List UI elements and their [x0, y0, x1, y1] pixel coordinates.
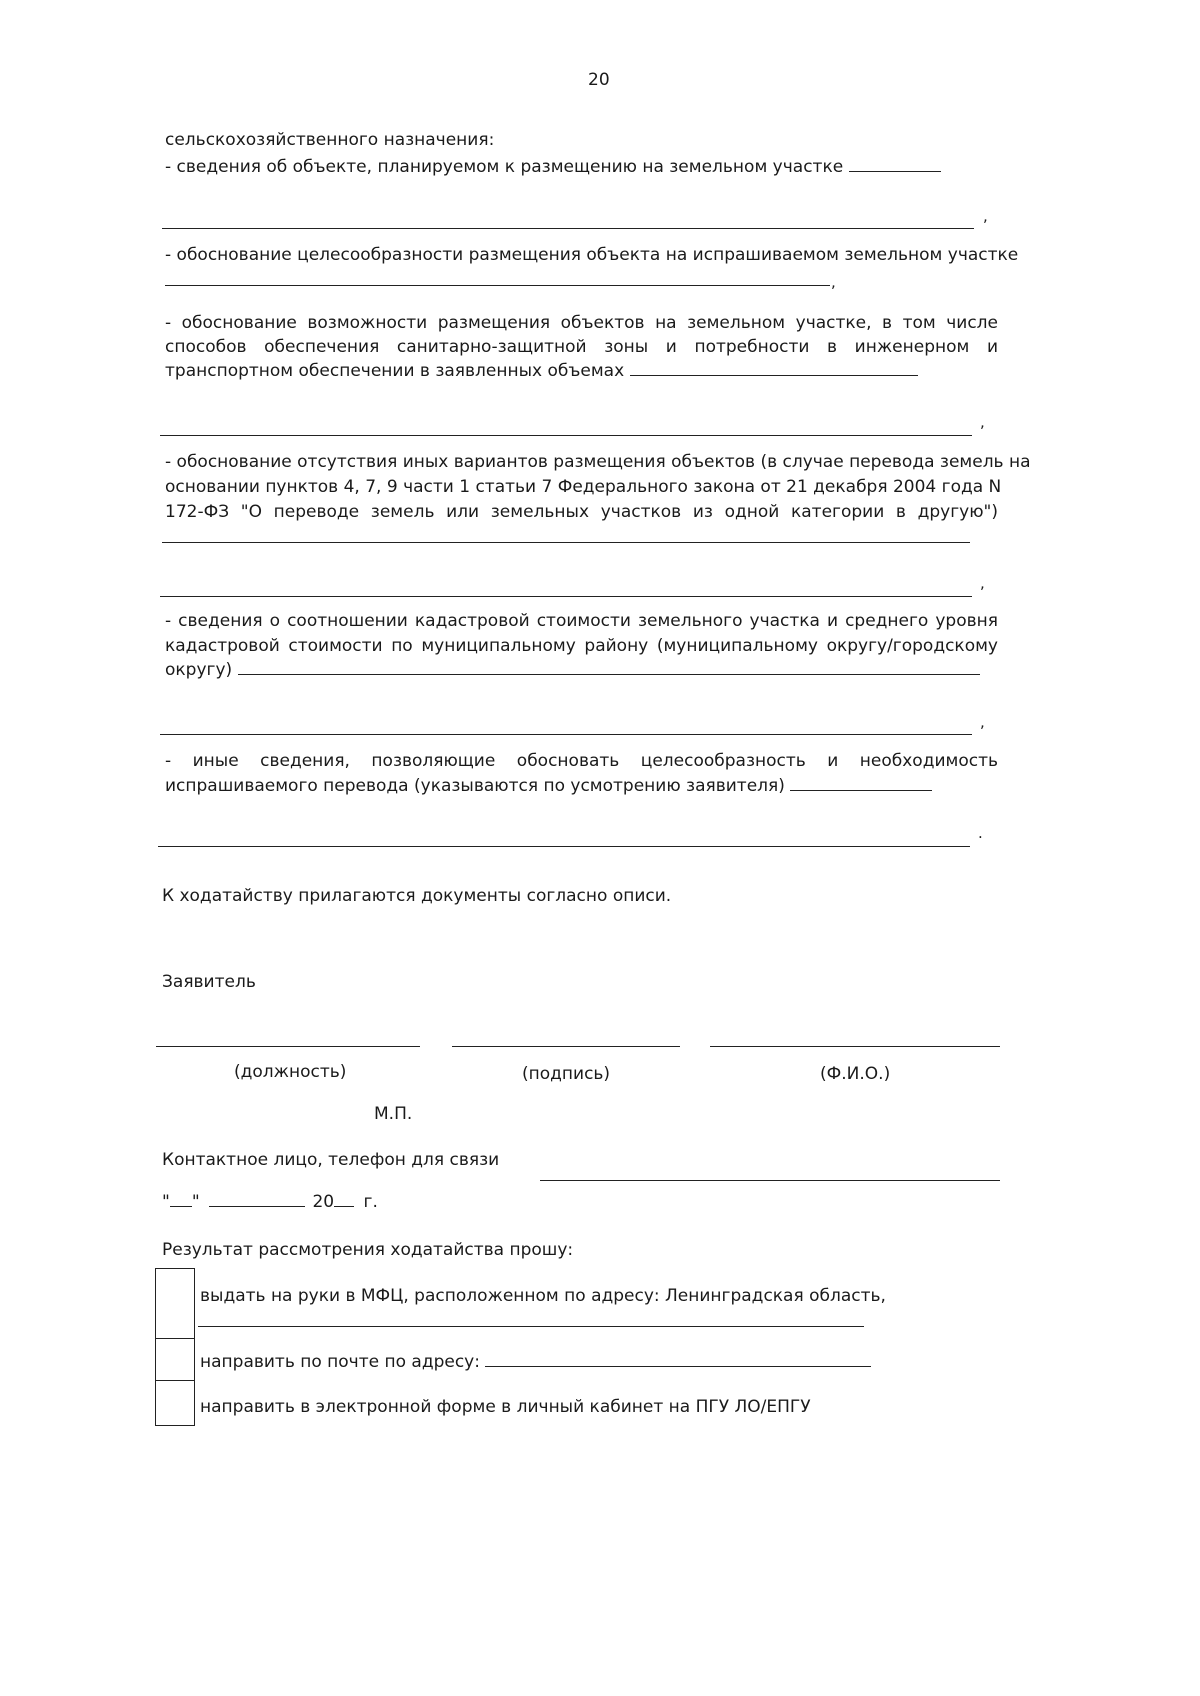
- comma-mark: ,: [831, 273, 836, 291]
- date-year-prefix: 20: [312, 1192, 335, 1212]
- cadastral-value-field[interactable]: [238, 660, 980, 675]
- comma-mark: ,: [980, 574, 985, 592]
- option-mail-address-field[interactable]: [485, 1352, 871, 1367]
- option-mfc-address-field[interactable]: [198, 1326, 864, 1327]
- signature-caption: (подпись): [522, 1064, 611, 1084]
- no-alternatives-field[interactable]: [162, 542, 970, 543]
- date-close-quote: ": [191, 1192, 200, 1212]
- position-caption: (должность): [234, 1062, 347, 1082]
- option-mfc-checkbox[interactable]: [155, 1268, 195, 1340]
- placement-possibility-line-2: способов обеспечения санитарно-защитной зоны и потребности в инженерном и: [165, 337, 998, 357]
- cadastral-value-field-line-2[interactable]: [160, 734, 972, 735]
- date-day-field[interactable]: [170, 1192, 192, 1207]
- other-info-text: испрашиваемого перевода (указываются по усмотрению заявителя): [165, 776, 785, 796]
- cadastral-value-text: округу): [165, 660, 233, 680]
- no-alternatives-field-line-2[interactable]: [160, 596, 972, 597]
- option-mail-checkbox[interactable]: [155, 1338, 195, 1382]
- no-alternatives-line-1: - обоснование отсутствия иных вариантов размещения объектов (в случае перевода земель на: [165, 452, 1031, 472]
- option-mfc-label: выдать на руки в МФЦ, расположенном по адресу: Ленинградская область,: [200, 1286, 886, 1306]
- option-online-label: направить в электронной форме в личный кабинет на ПГУ ЛО/ЕПГУ: [200, 1397, 811, 1417]
- comma-mark: ,: [980, 413, 985, 431]
- contact-label: Контактное лицо, телефон для связи: [162, 1150, 500, 1170]
- other-info-line-2: [165, 776, 932, 796]
- no-alternatives-line-3: 172-ФЗ "О переводе земель или земельных участков из одной категории в другую"): [165, 502, 998, 522]
- cadastral-value-line-3: [165, 660, 980, 680]
- cadastral-value-line-1: - сведения о соотношении кадастровой стоимости земельного участка и среднего уровня: [165, 611, 998, 631]
- period-mark: .: [978, 824, 983, 842]
- placement-possibility-text: транспортном обеспечении в заявленных объемах: [165, 361, 625, 381]
- intro-line-1: сельскохозяйственного назначения:: [165, 130, 495, 150]
- page-number: 20: [588, 70, 610, 90]
- object-info-field-line-2[interactable]: [162, 228, 974, 229]
- other-info-field-line-2[interactable]: [158, 846, 970, 847]
- other-info-line-1: - иные сведения, позволяющие обосновать целесообразность и необходимость: [165, 751, 998, 771]
- cadastral-value-line-2: кадастровой стоимости по муниципальному району (муниципальному округу/городскому: [165, 636, 998, 656]
- option-mail-row: [200, 1352, 871, 1372]
- applicant-label: Заявитель: [162, 972, 256, 992]
- date-year-suffix: г.: [363, 1192, 378, 1212]
- date-year-field[interactable]: [334, 1192, 354, 1207]
- option-online-checkbox[interactable]: [155, 1380, 195, 1426]
- expediency-label: - обоснование целесообразности размещения объекта на испрашиваемом земельном участке: [165, 245, 1019, 265]
- position-field[interactable]: [156, 1046, 420, 1047]
- contact-field[interactable]: [540, 1180, 1000, 1181]
- placement-possibility-field[interactable]: [630, 361, 918, 376]
- option-mail-label: направить по почте по адресу:: [200, 1352, 480, 1372]
- comma-mark: ,: [980, 713, 985, 731]
- placement-possibility-field-line-2[interactable]: [160, 435, 972, 436]
- placement-possibility-line-3: [165, 361, 918, 381]
- no-alternatives-line-2: основании пунктов 4, 7, 9 части 1 статьи 7 Федерального закона от 21 декабря 2004 года N: [165, 477, 1002, 497]
- date-month-field[interactable]: [209, 1192, 305, 1207]
- other-info-field[interactable]: [790, 776, 932, 791]
- expediency-field[interactable]: [165, 285, 830, 286]
- date-open-quote: ": [162, 1192, 170, 1212]
- full-name-caption: (Ф.И.О.): [820, 1064, 891, 1084]
- object-info-label: [165, 157, 941, 177]
- attachments-note: К ходатайству прилагаются документы согласно описи.: [162, 886, 672, 906]
- object-info-text: - сведения об объекте, планируемом к размещению на земельном участке: [165, 157, 844, 177]
- stamp-label: М.П.: [374, 1104, 413, 1124]
- result-heading: Результат рассмотрения ходатайства прошу:: [162, 1240, 574, 1260]
- comma-mark: ,: [983, 207, 988, 225]
- placement-possibility-line-1: - обоснование возможности размещения объектов на земельном участке, в том числе: [165, 313, 998, 333]
- object-info-field[interactable]: [849, 157, 941, 172]
- date-row: [162, 1192, 378, 1212]
- signature-field[interactable]: [452, 1046, 680, 1047]
- full-name-field[interactable]: [710, 1046, 1000, 1047]
